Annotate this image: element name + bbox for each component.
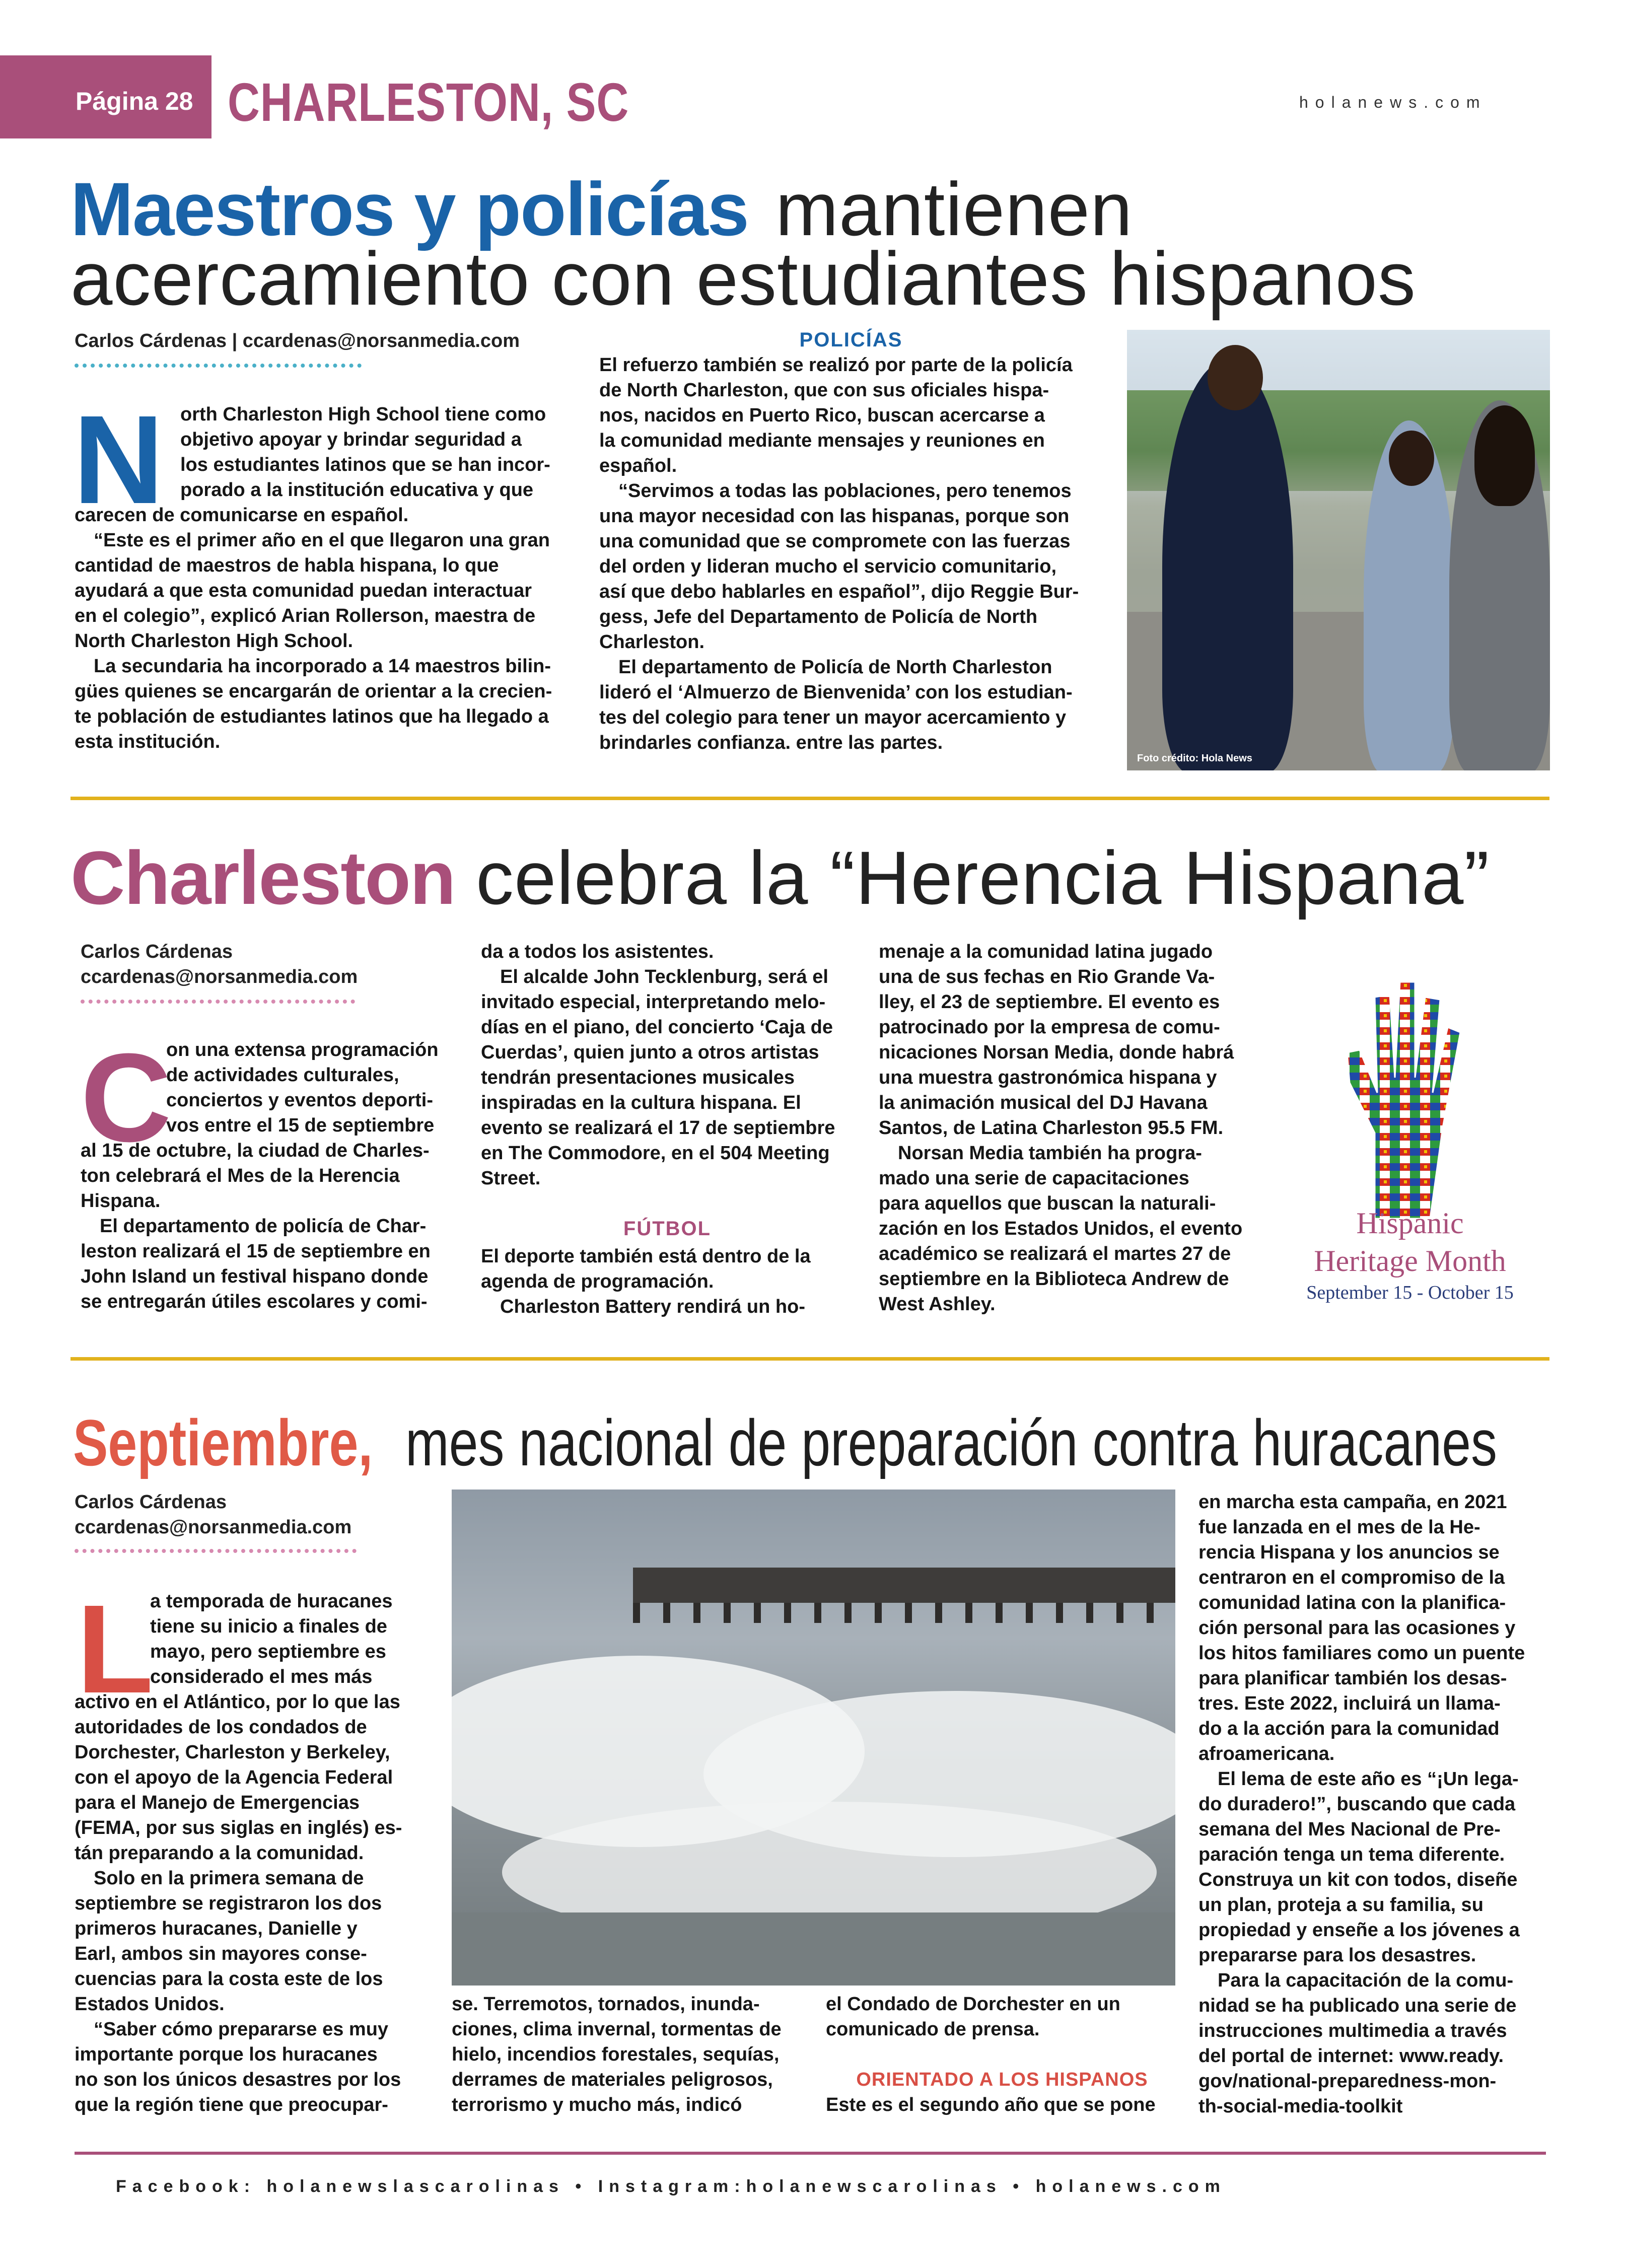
article1-column-2: [599, 327, 1103, 755]
article3-subhead: ORIENTADO A LOS HISPANOS: [856, 2069, 1148, 2090]
text-line: la comunidad mediante mensajes y reuniones en: [599, 430, 1045, 451]
article3-headline-bold: Septiembre,: [73, 1406, 373, 1479]
text-line: para planificar también los desas-: [1198, 1668, 1507, 1689]
text-line: una comunidad que se compromete con las fuerzas: [599, 531, 1071, 552]
article2-headline-rest: celebra la “Herencia Hispana”: [476, 835, 1490, 920]
text-line: los estudiantes latinos que se han incor-: [180, 454, 550, 475]
article2-byline-email: ccardenas@norsanmedia.com: [81, 966, 358, 987]
text-line: hielo, incendios forestales, sequías,: [452, 2044, 780, 2065]
article1-byline: Carlos Cárdenas | ccardenas@norsanmedia.com: [75, 330, 520, 351]
heritage-month-line1: Hispanic: [1356, 1207, 1464, 1240]
text-line: fue lanzada en el mes de la He-: [1198, 1517, 1480, 1538]
article3-photo-storm-pier: [452, 1490, 1175, 1986]
text-line: Street.: [481, 1168, 541, 1189]
text-line: tiene su inicio a finales de: [150, 1616, 387, 1637]
text-line: se. Terremotos, tornados, inunda-: [452, 1994, 760, 2015]
text-line: lideró el ‘Almuerzo de Bienvenida’ con los estudian-: [599, 682, 1073, 703]
text-line: El deporte también está dentro de la: [481, 1246, 811, 1267]
heritage-month-dates: September 15 - October 15: [1306, 1282, 1514, 1303]
text-line: gües quienes se encargarán de orientar a la crecien-: [75, 681, 552, 702]
article2-column-1: [81, 1027, 453, 1314]
photo-pier-deck: [633, 1568, 1175, 1603]
text-line: esta institución.: [75, 731, 221, 752]
text-line: Solo en la primera semana de: [94, 1868, 364, 1889]
article3-column-3-body: [826, 1992, 1178, 2042]
text-line: autoridades de los condados de: [75, 1717, 367, 1738]
text-line: español.: [599, 455, 677, 476]
footer-social-links: Facebook: holanewslascarolinas • Instagram:holanewscarolinas • holanews.com: [116, 2177, 1226, 2196]
text-line: ton celebrará el Mes de la Herencia: [81, 1165, 400, 1186]
article1-column-2-body: [599, 352, 1103, 755]
text-line: de actividades culturales,: [166, 1065, 399, 1086]
article1-headline-bold: Maestros y policías: [70, 167, 748, 251]
text-line: paración tenga un tema diferente.: [1198, 1844, 1505, 1865]
text-line: nicaciones Norsan Media, donde habrá: [879, 1042, 1234, 1063]
text-line: zación en los Estados Unidos, el evento: [879, 1218, 1243, 1239]
text-line: porado a la institución educativa y que: [180, 479, 534, 501]
photo-figure-officer-head: [1208, 345, 1263, 410]
text-line: considerado el mes más: [150, 1666, 373, 1687]
text-line: mado una serie de capacitaciones: [879, 1168, 1189, 1189]
article1-column-1: [75, 402, 568, 754]
text-line: nidad se ha publicado una serie de: [1198, 1995, 1517, 2016]
text-line: terrorismo y mucho más, indicó: [452, 2094, 742, 2115]
text-line: en el colegio”, explicó Arian Rollerson, maestra de: [75, 605, 536, 626]
text-line: Norsan Media también ha progra-: [898, 1143, 1202, 1164]
photo-credit: Foto crédito: Hola News: [1137, 753, 1252, 764]
text-line: Cuerdas’, quien junto a otros artistas: [481, 1042, 819, 1063]
text-line: importante porque los huracanes: [75, 2044, 378, 2065]
photo-sea: [452, 1912, 1175, 1986]
text-line: El alcalde John Tecklenburg, será el: [500, 966, 828, 987]
text-line: do a la acción para la comunidad: [1198, 1718, 1500, 1739]
article2-column-3: [879, 939, 1261, 1317]
text-line: nos, nacidos en Puerto Rico, buscan acercarse a: [599, 405, 1045, 426]
text-line: brindarles confianza. entre las partes.: [599, 732, 943, 753]
text-line: inspiradas en la cultura hispana. El: [481, 1092, 801, 1113]
text-line: para aquellos que buscan la naturali-: [879, 1193, 1216, 1214]
text-line: orth Charleston High School tiene como: [180, 404, 546, 425]
photo-pier-pilings: [633, 1603, 1175, 1623]
text-line: para el Manejo de Emergencias: [75, 1792, 360, 1813]
text-line: a temporada de huracanes: [150, 1591, 393, 1612]
text-line: menaje a la comunidad latina jugado: [879, 941, 1213, 962]
article3-column-2: [452, 1992, 804, 2117]
page-number-tab: [0, 55, 211, 138]
text-line: septiembre se registraron los dos: [75, 1893, 382, 1914]
text-line: on una extensa programación: [166, 1039, 439, 1060]
text-line: prepararse para los desastres.: [1198, 1945, 1476, 1966]
text-line: gov/national-preparedness-mon-: [1198, 2071, 1497, 2092]
text-line: una muestra gastronómica hispana y: [879, 1067, 1217, 1088]
text-line: Para la capacitación de la comu-: [1218, 1970, 1514, 1991]
text-line: vos entre el 15 de septiembre: [166, 1115, 435, 1136]
article1-headline-rest: mantienen: [775, 167, 1133, 251]
text-line: tendrán presentaciones musicales: [481, 1067, 795, 1088]
text-line: comunicado de prensa.: [826, 2019, 1040, 2040]
text-line: El departamento de policía de Char-: [100, 1216, 427, 1237]
text-line: carecen de comunicarse en español.: [75, 505, 409, 526]
heritage-month-line2: Heritage Month: [1314, 1244, 1506, 1278]
text-line: cantidad de maestros de habla hispana, lo que: [75, 555, 499, 576]
text-line: activo en el Atlántico, por lo que las: [75, 1691, 400, 1713]
text-line: primeros huracanes, Danielle y: [75, 1918, 358, 1939]
text-line: te población de estudiantes latinos que ha llegado a: [75, 706, 549, 727]
footer-divider: [75, 2152, 1546, 2155]
text-line: de North Charleston, que con sus oficiales hispa-: [599, 380, 1049, 401]
text-line: Charleston Battery rendirá un ho-: [500, 1296, 805, 1317]
text-line: una de sus fechas en Rio Grande Va-: [879, 966, 1215, 987]
text-line: derrames de materiales peligrosos,: [452, 2069, 773, 2090]
text-line: lley, el 23 de septiembre. El evento es: [879, 991, 1220, 1013]
text-line: objetivo apoyar y brindar seguridad a: [180, 429, 522, 450]
text-line: conciertos y eventos deporti-: [166, 1090, 434, 1111]
article3-dropcap: L: [77, 1579, 154, 1719]
text-line: así que debo hablarles en español”, dijo Reggie Bur-: [599, 581, 1079, 602]
photo-figure-student-1-head: [1389, 431, 1434, 486]
text-line: tán preparando a la comunidad.: [75, 1842, 364, 1864]
text-line: Este es el segundo año que se pone: [826, 2094, 1156, 2115]
article2-headline-bold: Charleston: [70, 835, 455, 920]
text-line: La secundaria ha incorporado a 14 maestros bilin-: [94, 656, 551, 677]
text-line: tes del colegio para tener un mayor acercamiento y: [599, 707, 1067, 728]
article1-photo: [1127, 330, 1550, 770]
text-line: el Condado de Dorchester en un: [826, 1994, 1120, 2015]
page-number: Página 28: [76, 87, 193, 115]
text-line: El refuerzo también se realizó por parte de la policía: [599, 355, 1073, 376]
article2-dropcap: C: [81, 1027, 172, 1168]
text-line: El departamento de Policía de North Charleston: [618, 657, 1052, 678]
text-line: Dorchester, Charleston y Berkeley,: [75, 1742, 390, 1763]
article3-column-4: [1198, 1490, 1561, 2119]
text-line: da a todos los asistentes.: [481, 941, 714, 962]
text-line: (FEMA, por sus siglas en inglés) es-: [75, 1817, 402, 1838]
text-line: ciones, clima invernal, tormentas de: [452, 2019, 782, 2040]
text-line: tres. Este 2022, incluirá un llama-: [1198, 1693, 1501, 1714]
article3-byline-divider: [75, 1549, 357, 1553]
text-line: afroamericana.: [1198, 1743, 1335, 1764]
text-line: la animación musical del DJ Havana: [879, 1092, 1208, 1113]
section-divider-1: [70, 797, 1549, 800]
text-line: un plan, proteja a su familia, su: [1198, 1894, 1483, 1916]
text-line: leston realizará el 15 de septiembre en: [81, 1241, 431, 1262]
text-line: “Saber cómo prepararse es muy: [94, 2019, 389, 2040]
article1-headline-line2: acercamiento con estudiantes hispanos: [70, 236, 1416, 321]
text-line: instrucciones multimedia a través: [1198, 2020, 1507, 2041]
text-line: do duradero!”, buscando que cada: [1198, 1794, 1516, 1815]
text-line: semana del Mes Nacional de Pre-: [1198, 1819, 1501, 1840]
article1-byline-divider: [75, 364, 362, 368]
text-line: Earl, ambos sin mayores conse-: [75, 1943, 367, 1964]
text-line: propiedad y enseñe a los jóvenes a: [1198, 1920, 1520, 1941]
text-line: no son los únicos desastres por los: [75, 2069, 401, 2090]
text-line: John Island un festival hispano donde: [81, 1266, 429, 1287]
article3-column-3-body-b: [826, 2092, 1178, 2117]
text-line: al 15 de octubre, la ciudad de Charles-: [81, 1140, 430, 1161]
article2-column-2-body-b: [481, 1244, 854, 1319]
text-line: en The Commodore, en el 504 Meeting: [481, 1143, 830, 1164]
site-url: holanews.com: [1299, 93, 1487, 111]
hispanic-heritage-hand-icon: [1339, 967, 1460, 1224]
text-line: del portal de internet: www.ready.: [1198, 2045, 1504, 2067]
text-line: ayudará a que esta comunidad puedan interactuar: [75, 580, 532, 601]
article3-byline-name: Carlos Cárdenas: [75, 1492, 227, 1513]
text-line: Hispana.: [81, 1190, 161, 1212]
text-line: North Charleston High School.: [75, 630, 354, 652]
text-line: agenda de programación.: [481, 1271, 714, 1292]
text-line: con el apoyo de la Agencia Federal: [75, 1767, 393, 1788]
text-line: ción personal para las ocasiones y: [1198, 1617, 1516, 1639]
text-line: evento se realizará el 17 de septiembre: [481, 1117, 835, 1139]
text-line: invitado especial, interpretando melo-: [481, 991, 826, 1013]
text-line: West Ashley.: [879, 1294, 996, 1315]
text-line: septiembre en la Biblioteca Andrew de: [879, 1268, 1229, 1290]
text-line: una mayor necesidad con las hispanas, porque son: [599, 506, 1070, 527]
text-line: académico se realizará el martes 27 de: [879, 1243, 1231, 1264]
text-line: del orden y lideran mucho el servicio comunitario,: [599, 556, 1057, 577]
article1-subhead: POLICÍAS: [799, 329, 903, 351]
text-line: patrocinado por la empresa de comu-: [879, 1017, 1220, 1038]
text-line: días en el piano, del concierto ‘Caja de: [481, 1017, 833, 1038]
text-line: rencia Hispana y los anuncios se: [1198, 1542, 1500, 1563]
text-line: Estados Unidos.: [75, 1994, 225, 2015]
article2-column-2: [481, 939, 854, 1319]
article3-column-3: [826, 1992, 1178, 2117]
text-line: mayo, pero septiembre es: [150, 1641, 386, 1662]
article2-subhead: FÚTBOL: [623, 1218, 712, 1240]
text-line: cuencias para la costa este de los: [75, 1968, 383, 1990]
photo-figure-officer: [1162, 360, 1293, 770]
article3-headline-rest: mes nacional de preparación contra huracanes: [405, 1406, 1498, 1479]
article2-byline-name: Carlos Cárdenas: [81, 941, 233, 962]
photo-figure-student-2-hair: [1474, 405, 1535, 506]
article1-dropcap: N: [73, 389, 164, 530]
text-line: en marcha esta campaña, en 2021: [1198, 1492, 1507, 1513]
text-line: los hitos familiares como un puente: [1198, 1643, 1525, 1664]
text-line: gess, Jefe del Departamento de Policía de North: [599, 606, 1038, 627]
section-divider-2: [70, 1357, 1549, 1361]
text-line: centraron en el compromiso de la: [1198, 1567, 1505, 1588]
text-line: que la región tiene que preocupar-: [75, 2094, 388, 2115]
article3-column-1: [75, 1589, 437, 2117]
text-line: comunidad latina con la planifica-: [1198, 1592, 1506, 1613]
section-title: CHARLESTON, SC: [228, 72, 629, 132]
text-line: El lema de este año es “¡Un lega-: [1218, 1768, 1519, 1790]
article3-byline-email: ccardenas@norsanmedia.com: [75, 1517, 352, 1538]
text-line: se entregarán útiles escolares y comi-: [81, 1291, 428, 1312]
text-line: “Servimos a todas las poblaciones, pero tenemos: [618, 480, 1072, 502]
article2-column-2-body: [481, 939, 854, 1191]
text-line: “Este es el primer año en el que llegaron una gran: [94, 530, 550, 551]
text-line: Construya un kit con todos, diseñe: [1198, 1869, 1518, 1890]
text-line: Santos, de Latina Charleston 95.5 FM.: [879, 1117, 1224, 1139]
article2-byline-divider: [81, 1000, 355, 1004]
text-line: Charleston.: [599, 631, 705, 653]
text-line: th-social-media-toolkit: [1198, 2096, 1403, 2117]
